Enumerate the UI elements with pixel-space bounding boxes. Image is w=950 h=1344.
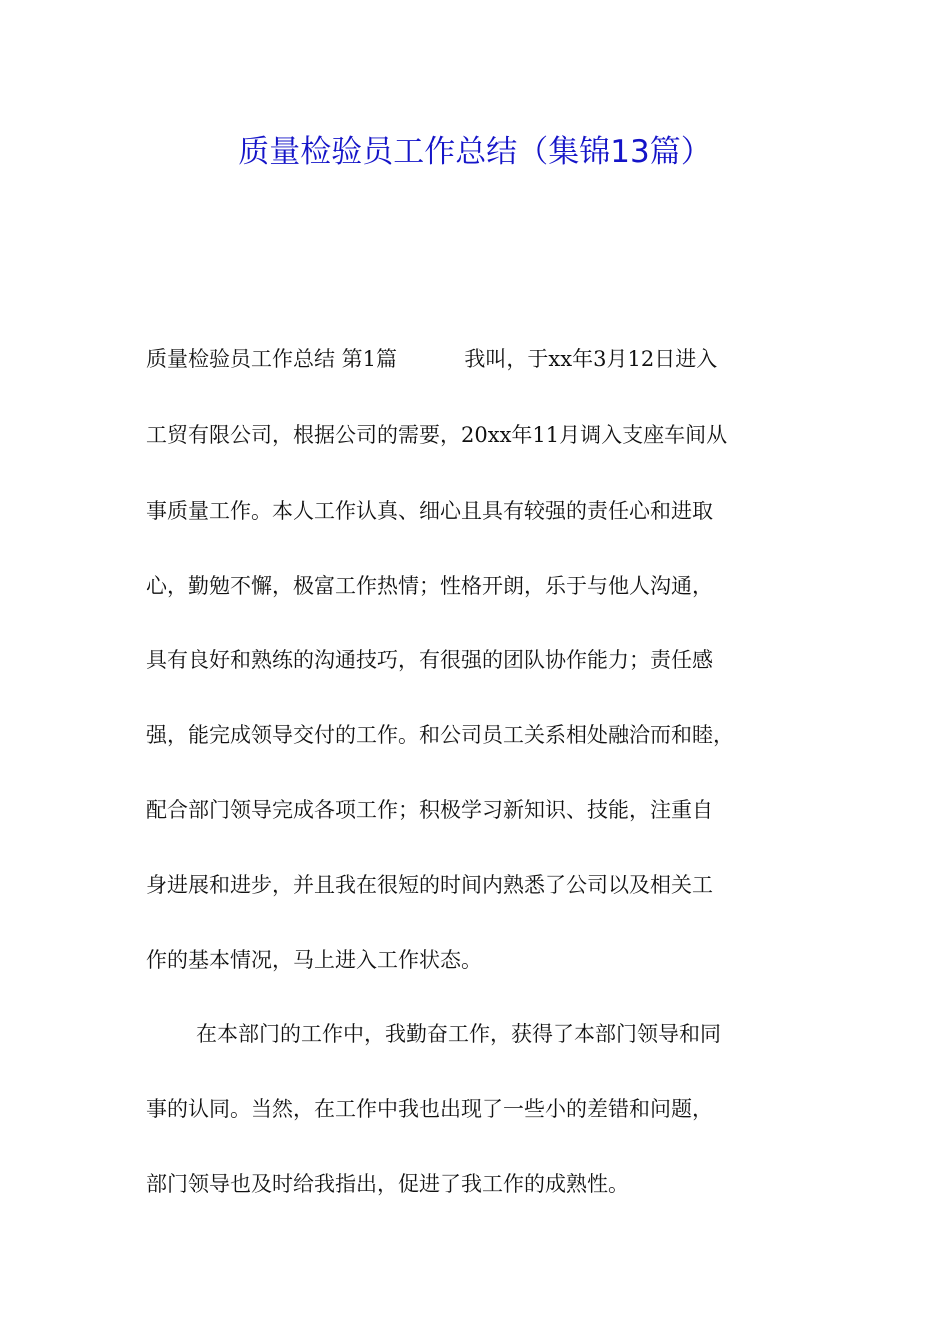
paragraph-1-line-8: 作的基本情况，马上进入工作状态。 <box>146 948 482 972</box>
paragraph-1-line-6: 配合部门领导完成各项工作；积极学习新知识、技能，注重自 <box>146 798 713 822</box>
paragraph-1-line-2: 事质量工作。本人工作认真、细心且具有较强的责任心和进取 <box>146 499 713 523</box>
paragraph-1-line-4: 具有良好和熟练的沟通技巧，有很强的团队协作能力；责任感 <box>146 648 713 672</box>
paragraph-1-line-7: 身进展和进步，并且我在很短的时间内熟悉了公司以及相关工 <box>146 873 713 897</box>
paragraph-1-line-0: 我叫，于xx年3月12日进入 <box>464 347 718 371</box>
paragraph-2-line-1: 在本部门的工作中，我勤奋工作，获得了本部门领导和同 <box>196 1022 721 1046</box>
paragraph-2-line-2: 事的认同。当然，在工作中我也出现了一些小的差错和问题， <box>146 1097 713 1121</box>
paragraph-1-first-line <box>146 339 717 379</box>
paragraph-1-line-5: 强，能完成领导交付的工作。和公司员工关系相处融洽而和睦， <box>146 723 734 747</box>
document-title: 质量检验员工作总结（集锦13篇） <box>238 134 712 170</box>
paragraph-1-line-3: 心，勤勉不懈，极富工作热情；性格开朗，乐于与他人沟通， <box>146 574 713 598</box>
paragraph-2-line-3: 部门领导也及时给我指出，促进了我工作的成熟性。 <box>146 1172 629 1196</box>
paragraph-1-line-1: 工贸有限公司，根据公司的需要，20xx年11月调入支座车间从 <box>146 423 728 447</box>
section-heading: 质量检验员工作总结 第1篇 <box>146 347 398 371</box>
